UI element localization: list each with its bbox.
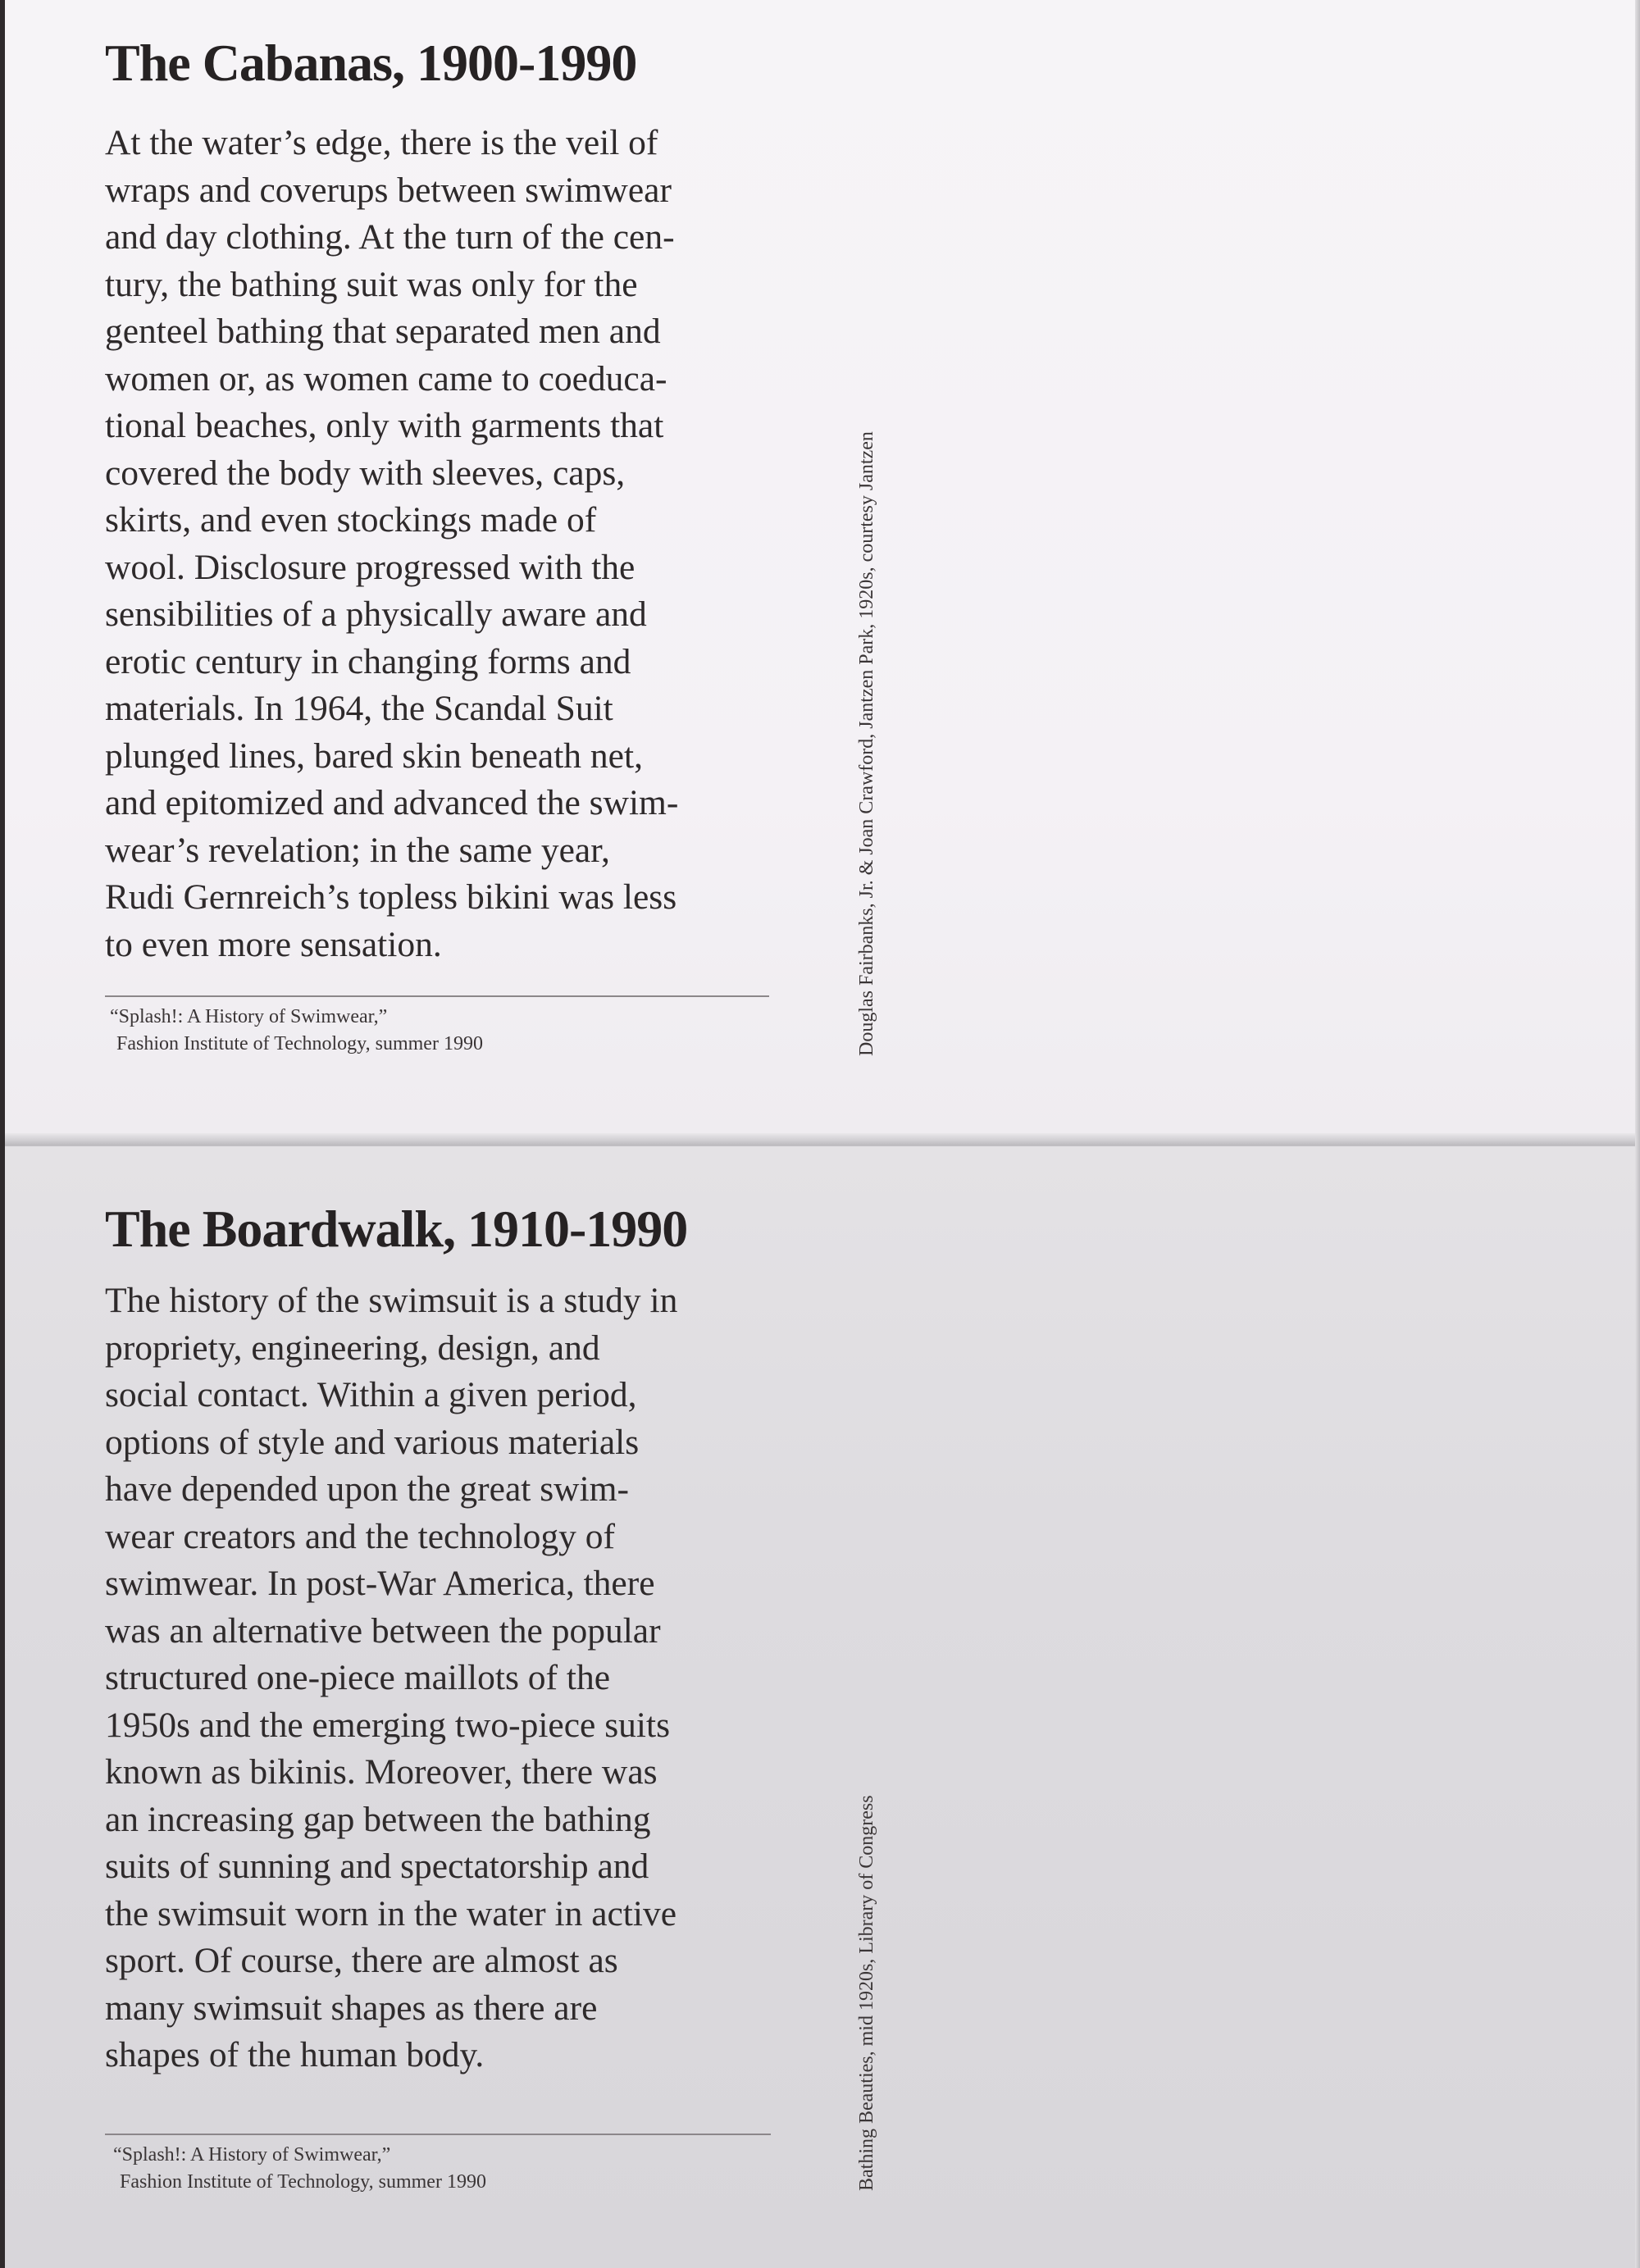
body-line: wool. Disclosure progressed with the <box>105 547 636 587</box>
bottom-card-panel <box>0 1146 1640 2268</box>
citation-title: “Splash!: A History of Swimwear,” <box>110 1006 388 1027</box>
citation-source: Fashion Institute of Technology, summer 1990 <box>120 2171 486 2193</box>
body-line: social contact. Within a given period, <box>105 1375 637 1414</box>
body-line: sport. Of course, there are almost as <box>105 1941 618 1980</box>
body-line: plunged lines, bared skin beneath net, <box>105 736 643 776</box>
body-line: 1950s and the emerging two-piece suits <box>105 1705 671 1745</box>
body-line: have depended upon the great swim- <box>105 1469 629 1509</box>
section-title: The Boardwalk, 1910-1990 <box>105 1200 688 1258</box>
body-line: known as bikinis. Moreover, there was <box>105 1752 658 1792</box>
body-line: many swimsuit shapes as there are <box>105 1988 598 2028</box>
body-line: materials. In 1964, the Scandal Suit <box>105 689 613 728</box>
body-line: and epitomized and advanced the swim- <box>105 783 679 822</box>
body-line: sensibilities of a physically aware and <box>105 594 647 634</box>
body-line: the swimsuit worn in the water in active <box>105 1893 677 1933</box>
body-line: women or, as women came to coeduca- <box>105 358 667 398</box>
body-line: an increasing gap between the bathing <box>105 1799 651 1839</box>
body-line: was an alternative between the popular <box>105 1610 661 1651</box>
body-line: At the water’s edge, there is the veil of <box>105 123 658 162</box>
body-line: Rudi Gernreich’s topless bikini was less <box>105 877 677 917</box>
body-line: covered the body with sleeves, caps, <box>105 453 626 493</box>
body-line: propriety, engineering, design, and <box>105 1328 600 1368</box>
body-line: tional beaches, only with garments that <box>105 406 664 445</box>
body-line: structured one-piece maillots of the <box>105 1658 611 1697</box>
body-line: swimwear. In post-War America, there <box>105 1564 655 1603</box>
citation-source: Fashion Institute of Technology, summer 1990 <box>116 1033 483 1054</box>
body-line: genteel bathing that separated men and <box>105 312 661 351</box>
body-line: and day clothing. At the turn of the cen- <box>105 217 675 257</box>
citation-divider <box>105 995 769 997</box>
citation-title: “Splash!: A History of Swimwear,” <box>113 2144 391 2166</box>
section-body <box>105 120 786 968</box>
card-left-edge <box>0 0 5 2268</box>
body-line: to even more sensation. <box>105 924 442 964</box>
citation-divider <box>105 2134 771 2135</box>
body-line: wear’s revelation; in the same year, <box>105 830 610 870</box>
body-line: wear creators and the technology of <box>105 1516 616 1556</box>
body-line: wraps and coverups between swimwear <box>105 170 672 210</box>
citation <box>110 1004 483 1058</box>
body-line: erotic century in changing forms and <box>105 641 631 681</box>
body-line: The history of the swimsuit is a study in <box>105 1281 678 1320</box>
photo-credit: Douglas Fairbanks, Jr. & Joan Crawford, Jantzen Park, 1920s, courtesy Jantzen <box>856 431 877 1056</box>
section-body <box>105 1277 786 2079</box>
citation <box>113 2142 486 2196</box>
section-title: The Cabanas, 1900-1990 <box>105 34 637 92</box>
body-line: shapes of the human body. <box>105 2035 485 2074</box>
body-line: skirts, and even stockings made of <box>105 500 597 540</box>
card-right-edge <box>1635 0 1640 2268</box>
body-line: suits of sunning and spectatorship and <box>105 1847 649 1886</box>
body-line: tury, the bathing suit was only for the <box>105 264 638 304</box>
body-line: options of style and various materials <box>105 1422 640 1462</box>
photo-credit: Bathing Beauties, mid 1920s, Library of Congress <box>856 1795 877 2191</box>
